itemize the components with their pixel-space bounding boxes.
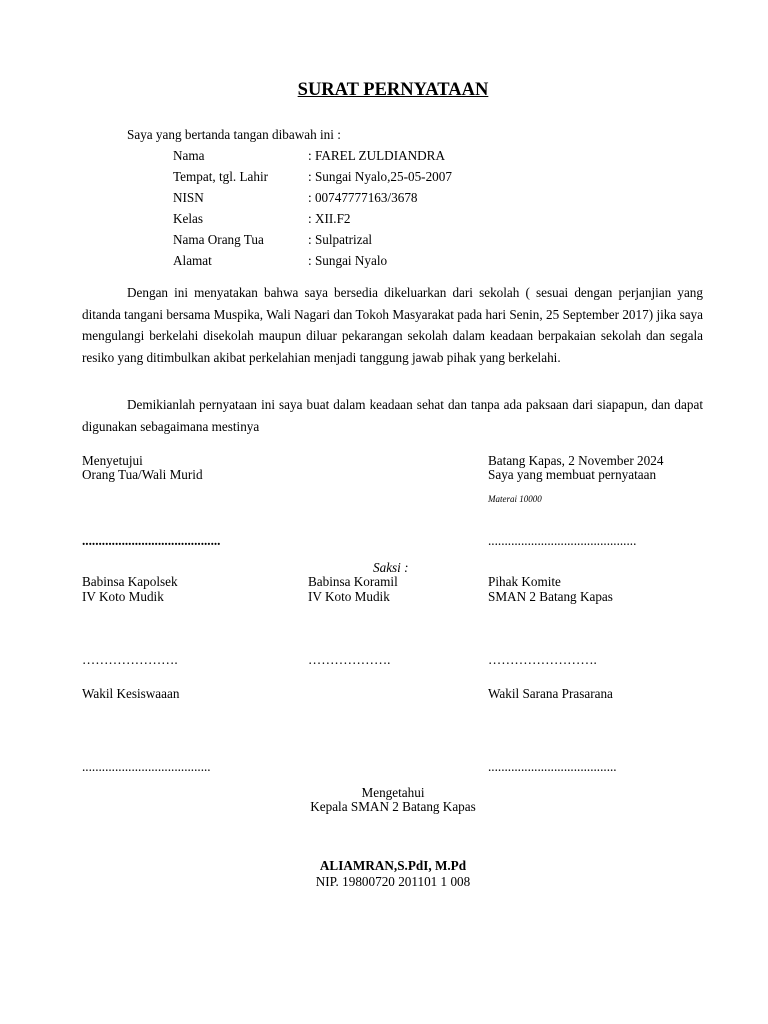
witness-koramil-signature-line: ………………. [308,652,391,667]
vice-student-affairs-signature-line: ....................................... [82,759,211,774]
place-date: Batang Kapas, 2 November 2024 [488,453,664,468]
witness-komite-signature-line: ……………………. [488,652,597,667]
witness-komite-school: SMAN 2 Batang Kapas [488,589,613,604]
headmaster-title: Kepala SMAN 2 Batang Kapas [310,799,476,814]
witness-komite-title: Pihak Komite [488,574,561,589]
field-label-birth: Tempat, tgl. Lahir [173,169,269,184]
vice-student-affairs-label: Wakil Kesiswaaan [82,686,180,701]
witness-kapolsek-title: Babinsa Kapolsek [82,574,178,589]
parent-signature-line: .......................................... [82,533,221,548]
witness-kapolsek-area: IV Koto Mudik [82,589,164,604]
field-value-address: : Sungai Nyalo [308,253,388,268]
witness-koramil-area: IV Koto Mudik [308,589,390,604]
field-label-nisn: NISN [173,190,204,205]
statement-paragraph: Dengan ini menyatakan bahwa saya bersedia dikeluarkan dari sekolah ( sesuai dengan perjanjian yang ditanda tangani bersama Muspika, Wali Nagari dan Tokoh Masyarakat pada hari Senin, 25 September 2017) jika saya mengulangi berkelahi disekolah maupun diluar pekarangan sekolah dalam keadaan berpakaian sekolah dan segala resiko yang ditimbulkan akibat perkelahian menjadi tanggung jawab pihak yang berkelahi. [82,285,703,365]
declarant-signature-line: ............................................. [488,533,637,548]
field-value-kelas: : XII.F2 [308,211,351,226]
witness-heading: Saksi : [373,560,409,575]
witness-kapolsek-signature-line: …………………. [82,652,178,667]
vice-facilities-label: Wakil Sarana Prasarana [488,686,613,701]
materai-note: Materai 10000 [488,494,542,504]
headmaster-nip: NIP. 19800720 201101 1 008 [315,874,471,889]
declarant-label: Saya yang membuat pernyataan [488,467,657,482]
field-value-nama: : FAREL ZULDIANDRA [308,148,445,163]
witness-koramil-title: Babinsa Koramil [308,574,398,589]
parent-label: Orang Tua/Wali Murid [82,467,203,482]
field-value-nisn: : 00747777163/3678 [308,190,418,205]
closing-paragraph: Demikianlah pernyataan ini saya buat dalam keadaan sehat dan tanpa ada paksaan dari siapapun, dan dapat digunakan sebagaimana mestinya [82,397,703,434]
field-label-kelas: Kelas [173,211,204,226]
field-label-nama: Nama [173,148,205,163]
field-label-parent: Nama Orang Tua [173,232,264,247]
approval-label: Menyetujui [82,453,143,468]
field-value-parent: : Sulpatrizal [308,232,373,247]
headmaster-name: ALIAMRAN,S.PdI, M.Pd [319,858,467,873]
vice-facilities-signature-line: ....................................... [488,759,617,774]
intro-text: Saya yang bertanda tangan dibawah ini : [127,127,341,142]
acknowledged-label: Mengetahui [361,785,425,800]
document-title: SURAT PERNYATAAN [297,80,489,100]
field-value-birth: : Sungai Nyalo,25-05-2007 [308,169,452,184]
field-label-address: Alamat [173,253,212,268]
